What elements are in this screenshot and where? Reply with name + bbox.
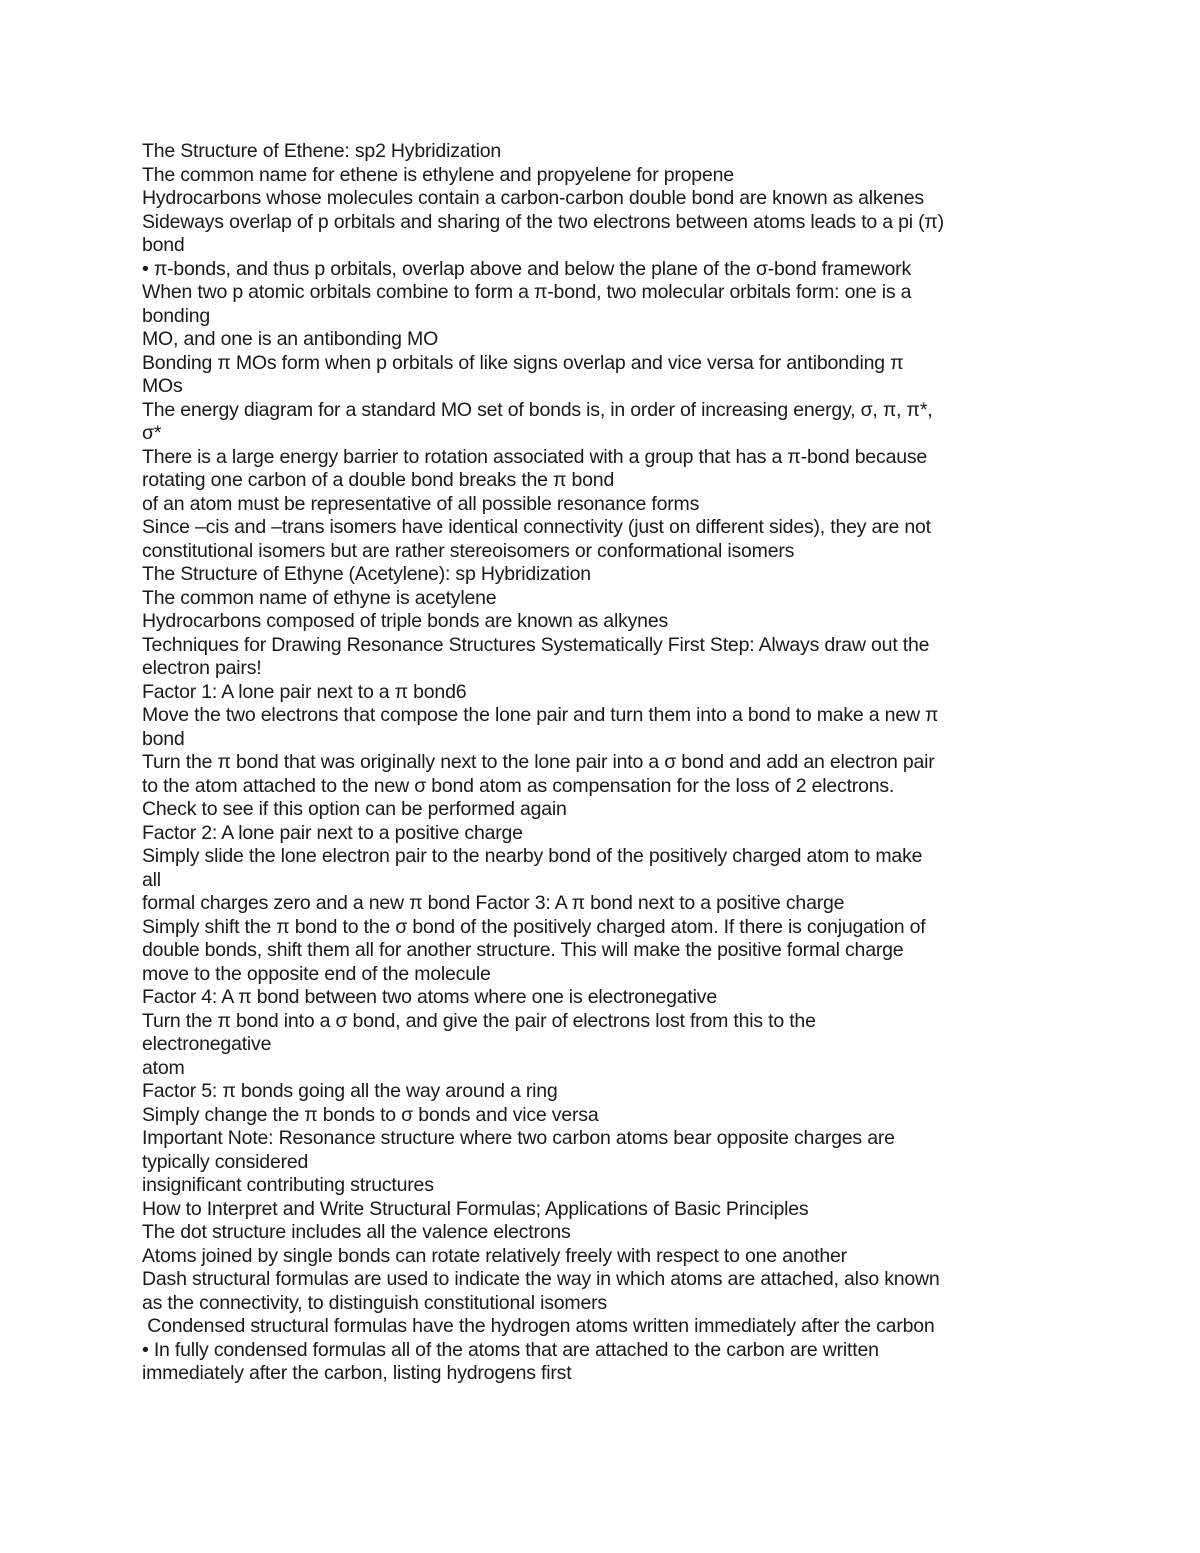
text-line: How to Interpret and Write Structural Formulas; Applications of Basic Principles [142, 1197, 809, 1220]
text-line: Check to see if this option can be performed again [142, 798, 567, 820]
text-line: bond [142, 727, 185, 750]
text-line: of an atom must be representative of all possible resonance forms [142, 492, 700, 515]
text-line: all [142, 868, 161, 891]
text-line: Sideways overlap of p orbitals and sharing of the two electrons between atoms leads to a pi (π) [142, 210, 944, 233]
text-line: Factor 4: A π bond between two atoms where one is electronegative [142, 986, 717, 1008]
text-line: Move the two electrons that compose the lone pair and turn them into a bond to make a new π [142, 704, 939, 726]
text-line: Bonding π MOs form when p orbitals of like signs overlap and vice versa for antibonding π [142, 351, 904, 374]
text-line: • π-bonds, and thus p orbitals, overlap above and below the plane of the σ-bond framework [142, 257, 911, 280]
text-line: The dot structure includes all the valence electrons [142, 1221, 571, 1243]
text-line: electron pairs! [142, 657, 262, 679]
text-line: Condensed structural formulas have the hydrogen atoms written immediately after the carbon [142, 1315, 935, 1337]
text-line: to the atom attached to the new σ bond atom as compensation for the loss of 2 electrons. [142, 774, 895, 797]
text-line: • In fully condensed formulas all of the atoms that are attached to the carbon are written [142, 1338, 879, 1361]
text-line: electronegative [142, 1033, 272, 1055]
text-line: There is a large energy barrier to rotation associated with a group that has a π-bond because [142, 445, 928, 468]
text-line: bonding [142, 304, 211, 327]
text-line: as the connectivity, to distinguish constitutional isomers [142, 1291, 607, 1314]
text-line: constitutional isomers but are rather stereoisomers or conformational isomers [142, 539, 795, 562]
text-line: The energy diagram for a standard MO set of bonds is, in order of increasing energy, σ, π, π*, [142, 398, 933, 421]
text-line: Important Note: Resonance structure where two carbon atoms bear opposite charges are [142, 1127, 895, 1149]
text-line: Turn the π bond into a σ bond, and give the pair of electrons lost from this to the [142, 1009, 816, 1032]
text-line: Atoms joined by single bonds can rotate relatively freely with respect to one another [142, 1244, 847, 1267]
text-line: Simply change the π bonds to σ bonds and vice versa [142, 1103, 599, 1126]
text-line: Dash structural formulas are used to indicate the way in which atoms are attached, also known [142, 1268, 940, 1290]
text-line: Simply shift the π bond to the σ bond of the positively charged atom. If there is conjugation of [142, 915, 926, 938]
text-line: formal charges zero and a new π bond Factor 3: A π bond next to a positive charge [142, 892, 845, 914]
text-line: σ* [142, 422, 162, 444]
text-line: Since –cis and –trans isomers have identical connectivity (just on different sides), they are not [142, 516, 931, 538]
document-page [142, 140, 1072, 1386]
text-line: Techniques for Drawing Resonance Structures Systematically First Step: Always draw out the [142, 633, 930, 656]
text-line: Hydrocarbons whose molecules contain a carbon-carbon double bond are known as alkenes [142, 187, 924, 209]
text-line: The common name for ethene is ethylene and propyelene for propene [142, 163, 734, 186]
text-line: When two p atomic orbitals combine to form a π-bond, two molecular orbitals form: one is a [142, 281, 912, 303]
text-line: rotating one carbon of a double bond breaks the π bond [142, 469, 615, 491]
text-line: MO, and one is an antibonding MO [142, 328, 439, 350]
text-line: double bonds, shift them all for another structure. This will make the positive formal charge [142, 939, 904, 961]
text-line: The Structure of Ethyne (Acetylene): sp Hybridization [142, 563, 591, 585]
text-line: Hydrocarbons composed of triple bonds are known as alkynes [142, 610, 669, 632]
text-line: typically considered [142, 1150, 309, 1173]
text-line: move to the opposite end of the molecule [142, 962, 491, 985]
text-line: Turn the π bond that was originally next to the lone pair into a σ bond and add an electron pair [142, 751, 935, 773]
text-line: bond [142, 234, 185, 256]
text-line: The Structure of Ethene: sp2 Hybridization [142, 140, 502, 162]
text-line: Factor 5: π bonds going all the way around a ring [142, 1080, 558, 1102]
text-line: The common name of ethyne is acetylene [142, 586, 497, 609]
text-line: Simply slide the lone electron pair to the nearby bond of the positively charged atom to make [142, 845, 923, 867]
text-line: Factor 1: A lone pair next to a π bond6 [142, 680, 467, 703]
text-line: Factor 2: A lone pair next to a positive charge [142, 821, 523, 844]
text-line: MOs [142, 375, 183, 397]
text-line: immediately after the carbon, listing hydrogens first [142, 1362, 572, 1384]
text-line: atom [142, 1056, 185, 1079]
text-line: insignificant contributing structures [142, 1174, 434, 1196]
